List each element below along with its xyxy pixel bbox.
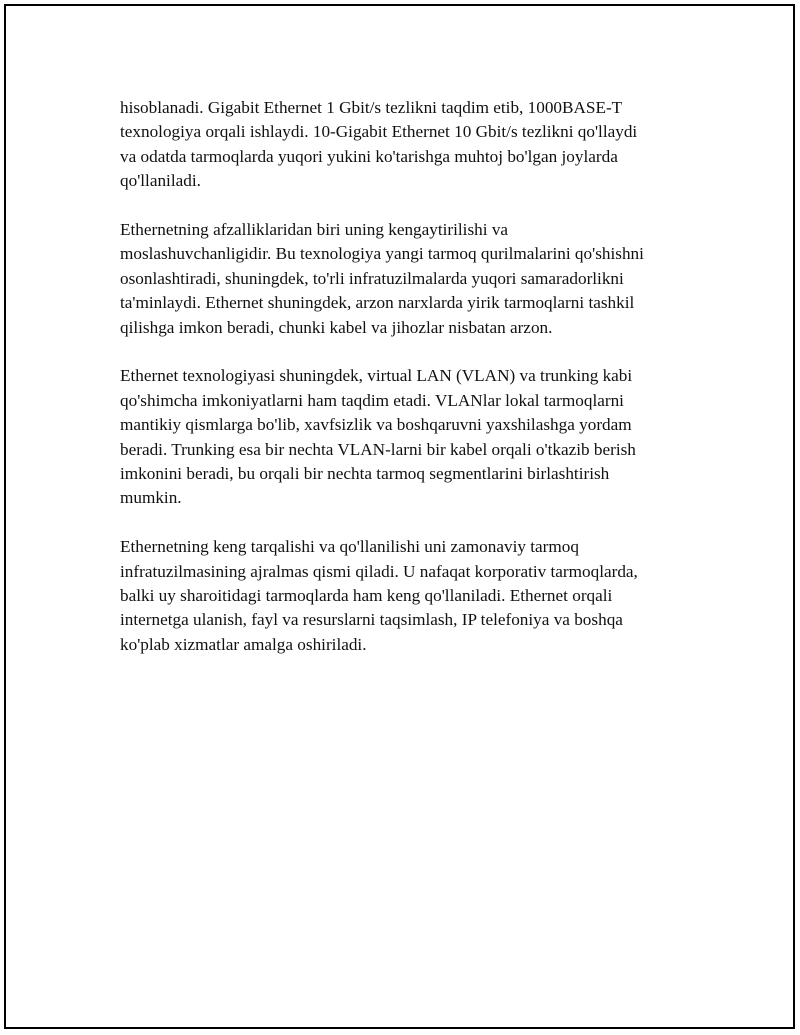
paragraph-2: Ethernetning afzalliklaridan biri uning kengaytirilishi va moslashuvchanligidir. Bu texnologiya yangi tarmoq qurilmalarini qo'shishni osonlashtiradi, shuningdek, to'rli infratuzilmalarda yuqori samaradorlikni ta'minlaydi. Ethernet shuningdek, arzon narxlarda yirik tarmoqlarni tashkil qilishga imkon beradi, chunki kabel va jihozlar nisbatan arzon.: [120, 220, 644, 337]
paragraph-3: Ethernet texnologiyasi shuningdek, virtual LAN (VLAN) va trunking kabi qo'shimcha imkoniyatlarni ham taqdim etadi. VLANlar lokal tarmoqlarni mantikiy qismlarga bo'lib, xavfsizlik va boshqaruvni yaxshilashga yordam beradi. Trunking esa bir nechta VLAN-larni bir kabel orqali o'tkazib berish imkonini beradi, bu orqali bir nechta tarmoq segmentlarini birlashtirish mumkin.: [120, 366, 636, 508]
paragraph-1: hisoblanadi. Gigabit Ethernet 1 Gbit/s tezlikni taqdim etib, 1000BASE-T texnologiya orqali ishlaydi. 10-Gigabit Ethernet 10 Gbit/s tezlikni qo'llaydi va odatda tarmoqlarda yuqori yukini ko'tarishga muhtoj bo'lgan joylarda qo'llaniladi.: [120, 98, 638, 191]
paragraph-4: Ethernetning keng tarqalishi va qo'llanilishi uni zamonaviy tarmoq infratuzilmasining ajralmas qismi qiladi. U nafaqat korporativ tarmoqlarda, balki uy sharoitidagi tarmoqlarda ham keng qo'llaniladi. Ethernet orqali internetga ulanish, fayl va resurslarni taqsimlash, IP telefoniya va boshqa ko'plab xizmatlar amalga oshiriladi.: [120, 537, 638, 654]
document-body: [120, 96, 710, 682]
document-page: [4, 4, 795, 1029]
